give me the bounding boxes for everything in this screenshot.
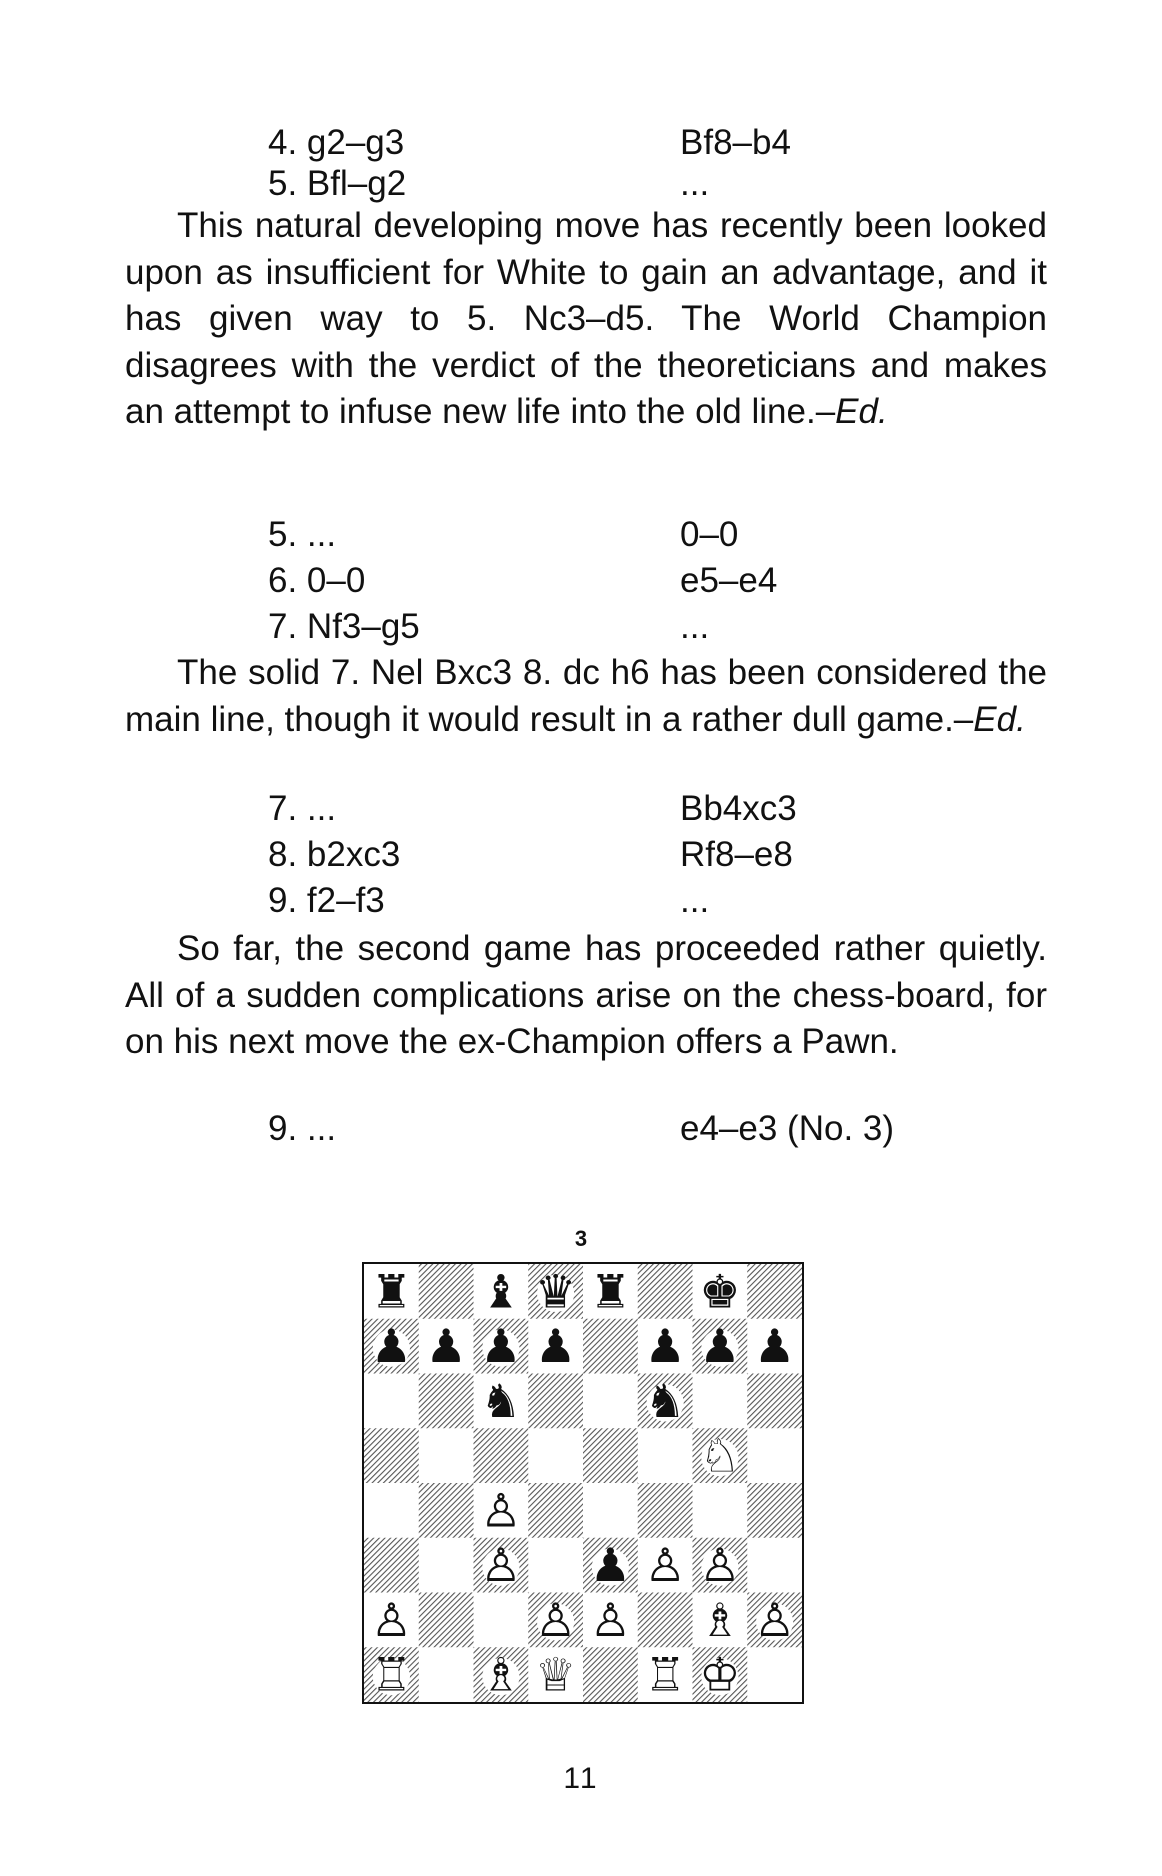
white-move: 4. g2–g3 [268, 123, 405, 162]
black-king-icon: ♚ [699, 1264, 741, 1319]
light-square [638, 1428, 693, 1483]
dark-square [474, 1428, 529, 1483]
white-bishop-icon: ♗ [699, 1592, 741, 1647]
black-move: 0–0 [680, 515, 739, 554]
black-move: Bf8–b4 [680, 123, 791, 162]
dark-square [747, 1483, 802, 1538]
chess-board [364, 1264, 802, 1702]
light-square [419, 1647, 474, 1702]
black-move: ... [680, 881, 710, 920]
black-move: Bb4xc3 [680, 789, 797, 828]
dark-square [419, 1264, 474, 1319]
dark-square [583, 1647, 638, 1702]
black-pawn-icon: ♟ [699, 1319, 741, 1374]
dark-square [364, 1538, 419, 1593]
black-rook-icon: ♜ [589, 1264, 631, 1319]
editor-note: Ed. [835, 392, 888, 431]
light-square [747, 1428, 802, 1483]
dark-square [364, 1428, 419, 1483]
white-pawn-icon: ♙ [699, 1538, 741, 1593]
white-move: 9. f2–f3 [268, 881, 385, 920]
white-pawn-icon: ♙ [535, 1592, 577, 1647]
commentary-paragraph: This natural developing move has recently been looked upon as insufficient for White to gain an advantage, and it has given way to 5. Nc3–d5. The World Champion disagrees with the verdict of the theoreticians and makes an attempt to infuse new life into the old line.–Ed. [125, 206, 1047, 431]
black-pawn-icon: ♟ [425, 1319, 467, 1374]
black-knight-icon: ♞ [644, 1373, 686, 1428]
black-pawn-icon: ♟ [535, 1319, 577, 1374]
light-square [474, 1593, 529, 1648]
light-square [583, 1483, 638, 1538]
white-move: 7. Nf3–g5 [268, 607, 420, 646]
white-bishop-icon: ♗ [480, 1647, 522, 1702]
white-move: 7. ... [268, 789, 337, 828]
dark-square [638, 1593, 693, 1648]
white-king-icon: ♔ [699, 1647, 741, 1702]
light-square [364, 1374, 419, 1429]
white-pawn-icon: ♙ [480, 1538, 522, 1593]
black-move: e4–e3 (No. 3) [680, 1109, 895, 1148]
black-knight-icon: ♞ [480, 1373, 522, 1428]
black-move: ... [680, 164, 710, 203]
light-square [364, 1483, 419, 1538]
dark-square [528, 1374, 583, 1429]
dark-square [638, 1264, 693, 1319]
light-square [747, 1647, 802, 1702]
light-square [419, 1538, 474, 1593]
light-square [528, 1428, 583, 1483]
light-square [693, 1483, 748, 1538]
commentary-paragraph: The solid 7. Nel Bxc3 8. dc h6 has been considered the main line, though it would result in a rather dull game.–Ed. [125, 653, 1047, 739]
dark-square [419, 1483, 474, 1538]
white-pawn-icon: ♙ [370, 1592, 412, 1647]
light-square [747, 1538, 802, 1593]
dark-square [747, 1264, 802, 1319]
black-pawn-icon: ♟ [644, 1319, 686, 1374]
black-move: Rf8–e8 [680, 835, 793, 874]
white-move: 5. Bfl–g2 [268, 164, 407, 203]
white-rook-icon: ♖ [370, 1647, 412, 1702]
chess-diagram [362, 1262, 804, 1704]
page-number: 11 [563, 1762, 599, 1795]
light-square [693, 1374, 748, 1429]
black-queen-icon: ♛ [535, 1264, 577, 1319]
black-rook-icon: ♜ [370, 1264, 412, 1319]
white-pawn-icon: ♙ [589, 1592, 631, 1647]
dark-square [419, 1374, 474, 1429]
dark-square [583, 1319, 638, 1374]
black-pawn-icon: ♟ [589, 1538, 631, 1593]
black-move: e5–e4 [680, 561, 778, 600]
diagram-number: 3 [574, 1226, 588, 1251]
black-bishop-icon: ♝ [480, 1264, 522, 1319]
white-pawn-icon: ♙ [480, 1483, 522, 1538]
light-square [528, 1538, 583, 1593]
light-square [419, 1428, 474, 1483]
dark-square [583, 1428, 638, 1483]
white-move: 9. ... [268, 1109, 337, 1148]
editor-note: Ed. [973, 699, 1026, 739]
white-pawn-icon: ♙ [644, 1538, 686, 1593]
white-move: 6. 0–0 [268, 561, 366, 600]
black-pawn-icon: ♟ [370, 1319, 412, 1374]
white-rook-icon: ♖ [644, 1647, 686, 1702]
black-pawn-icon: ♟ [480, 1319, 522, 1374]
dark-square [638, 1483, 693, 1538]
white-move: 5. ... [268, 515, 337, 554]
white-knight-icon: ♘ [699, 1428, 741, 1483]
dark-square [528, 1483, 583, 1538]
white-queen-icon: ♕ [535, 1647, 577, 1702]
commentary-paragraph: So far, the second game has proceeded rather quietly. All of a sudden complications arise on the chess-board, for on his next move the ex-Champion offers a Pawn. [125, 929, 1047, 1061]
dark-square [419, 1593, 474, 1648]
dark-square [747, 1374, 802, 1429]
white-pawn-icon: ♙ [754, 1592, 796, 1647]
white-move: 8. b2xc3 [268, 835, 401, 874]
black-pawn-icon: ♟ [754, 1319, 796, 1374]
light-square [583, 1374, 638, 1429]
black-move: ... [680, 607, 710, 646]
